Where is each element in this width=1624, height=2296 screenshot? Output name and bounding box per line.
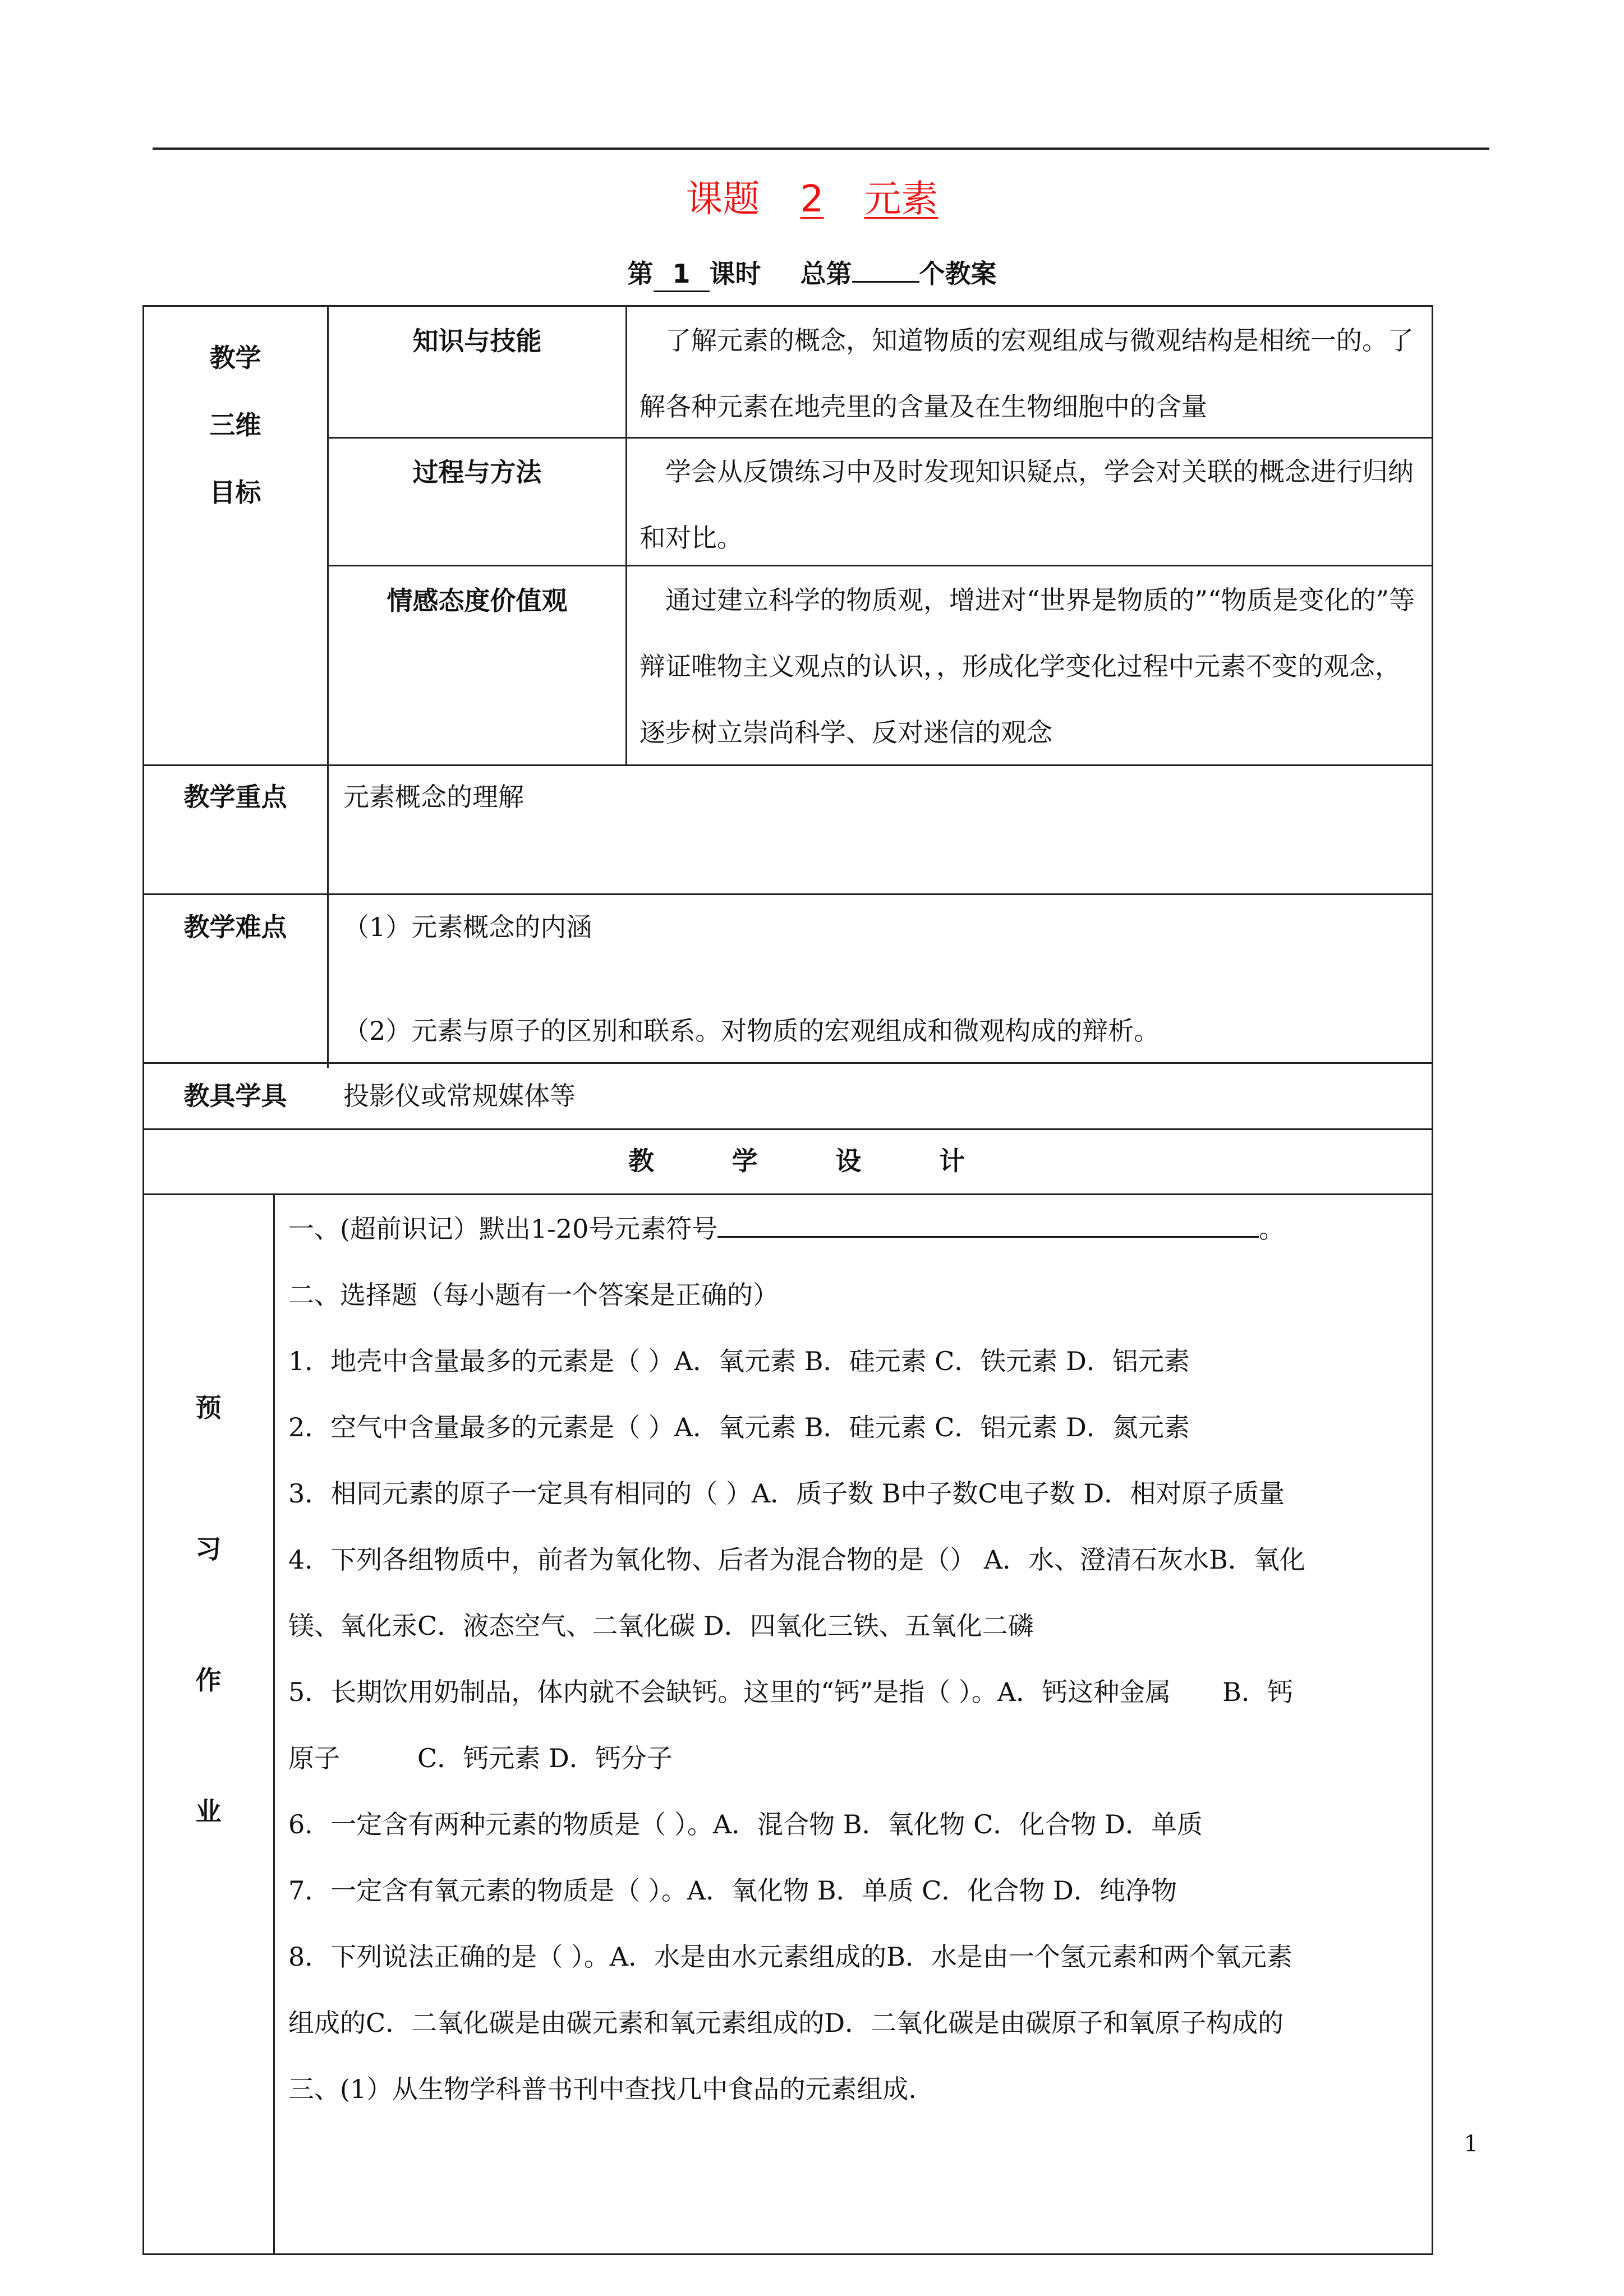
preview-line-end: 。 (1259, 1214, 1285, 1244)
title-prefix: 课题 (686, 177, 760, 220)
page-number: 1 (1464, 2131, 1478, 2157)
preview-line (288, 1196, 1433, 1262)
design-header-3: 设 (835, 1146, 862, 1176)
objective-attitude: 通过建立科学的物质观，增进对“世界是物质的”“物质是变化的”等辩证唯物主义观点的认识，，形成化学变化过程中元素不变的观念，逐步树立崇尚科学、反对迷信的观念 (640, 585, 1415, 748)
page-title (0, 171, 1624, 227)
lesson-prefix: 第 (627, 259, 654, 289)
preview-line: 7．一定含有氧元素的物质是（ ）。A．氧化物 B．单质 C．化合物 D．纯净物 (288, 1875, 1177, 1906)
design-header-4: 计 (938, 1146, 965, 1176)
objectives-label-1: 教学 (209, 343, 261, 373)
preview-line: 8．下列说法正确的是（ ）。A．水是由水元素组成的B．水是由一个氢元素和两个氧元素 (288, 1942, 1292, 1972)
objectives-label-3: 目标 (209, 477, 261, 508)
lesson-number: 1 (654, 257, 710, 292)
answer-blank (717, 1214, 1259, 1238)
design-header (628, 1144, 965, 1178)
objectives-label (144, 324, 327, 526)
title-name: 元素 (864, 177, 938, 220)
preview-questions (288, 1196, 1433, 2122)
preview-label-1: 预 (195, 1393, 222, 1423)
preview-label-2: 习 (195, 1534, 222, 1564)
preview-line-text: 一、(超前识记）默出1-20号元素符号 (288, 1214, 718, 1244)
lesson-unit: 课时 (709, 259, 761, 289)
difficulty-item-2: （2）元素与原子的区别和联系。对物质的宏观组成和微观构成的辩析。 (343, 1016, 1160, 1046)
preview-line: 二、选择题（每小题有一个答案是正确的） (288, 1280, 779, 1310)
preview-line: 5．长期饮用奶制品，体内就不会缺钙。这里的“钙”是指（ ）。A．钙这种金属 B．钙 (288, 1677, 1293, 1707)
preview-label-4: 业 (195, 1796, 222, 1827)
preview-line: 4．下列各组物质中，前者为氧化物、后者为混合物的是（） A．水、澄清石灰水B．氧化 (288, 1545, 1305, 1575)
objective-process: 学会从反馈练习中及时发现知识疑点，学会对关联的概念进行归纳和对比。 (640, 457, 1414, 553)
difficulty-item-1: （1）元素概念的内涵 (343, 912, 592, 942)
dimension-attitude: 情感态度价值观 (387, 585, 568, 616)
objectives-label-2: 三维 (209, 410, 261, 440)
difficulty-label: 教学难点 (183, 912, 287, 942)
key-point-label: 教学重点 (183, 782, 287, 812)
lesson-info (0, 251, 1624, 296)
key-point-content: 元素概念的理解 (343, 782, 524, 812)
dimension-knowledge: 知识与技能 (412, 326, 542, 356)
objective-knowledge: 了解元素的概念，知道物质的宏观组成与微观结构是相统一的。了解各种元素在地壳里的含量及在生物细胞中的含量 (640, 325, 1414, 422)
design-header-2: 学 (732, 1146, 758, 1176)
preview-line: 3．相同元素的原子一定具有相同的（ ）A．质子数 B中子数C电子数 D．相对原子质量 (288, 1478, 1285, 1509)
tools-content: 投影仪或常规媒体等 (343, 1081, 576, 1111)
total-prefix: 总第 (800, 259, 852, 289)
tools-label: 教具学具 (183, 1081, 287, 1111)
design-header-1: 教 (628, 1146, 654, 1176)
preview-line: 6．一定含有两种元素的物质是（ ）。A．混合物 B．氧化物 C．化合物 D．单质 (288, 1809, 1203, 1839)
preview-line: 组成的C．二氧化碳是由碳元素和氧元素组成的D．二氧化碳是由碳原子和氧原子构成的 (288, 2008, 1284, 2038)
preview-line: 三、(1）从生物学科普书刊中查找几中食品的元素组成. (288, 2074, 917, 2104)
dimension-process: 过程与方法 (412, 457, 542, 487)
preview-line: 2．空气中含量最多的元素是（ ）A．氧元素 B．硅元素 C．铝元素 D．氮元素 (288, 1412, 1190, 1442)
total-blank (852, 281, 919, 283)
header-rule (153, 147, 1489, 150)
preview-line: 镁、氧化汞C．液态空气、二氧化碳 D．四氧化三铁、五氧化二磷 (288, 1611, 1034, 1641)
preview-label-3: 作 (195, 1665, 222, 1695)
preview-line: 1．地壳中含量最多的元素是（ ）A．氧元素 B．硅元素 C．铁元素 D．铝元素 (288, 1346, 1190, 1376)
title-number: 2 (800, 177, 824, 220)
total-suffix: 个教案 (919, 259, 997, 289)
preview-line: 原子 C．钙元素 D．钙分子 (288, 1743, 673, 1773)
